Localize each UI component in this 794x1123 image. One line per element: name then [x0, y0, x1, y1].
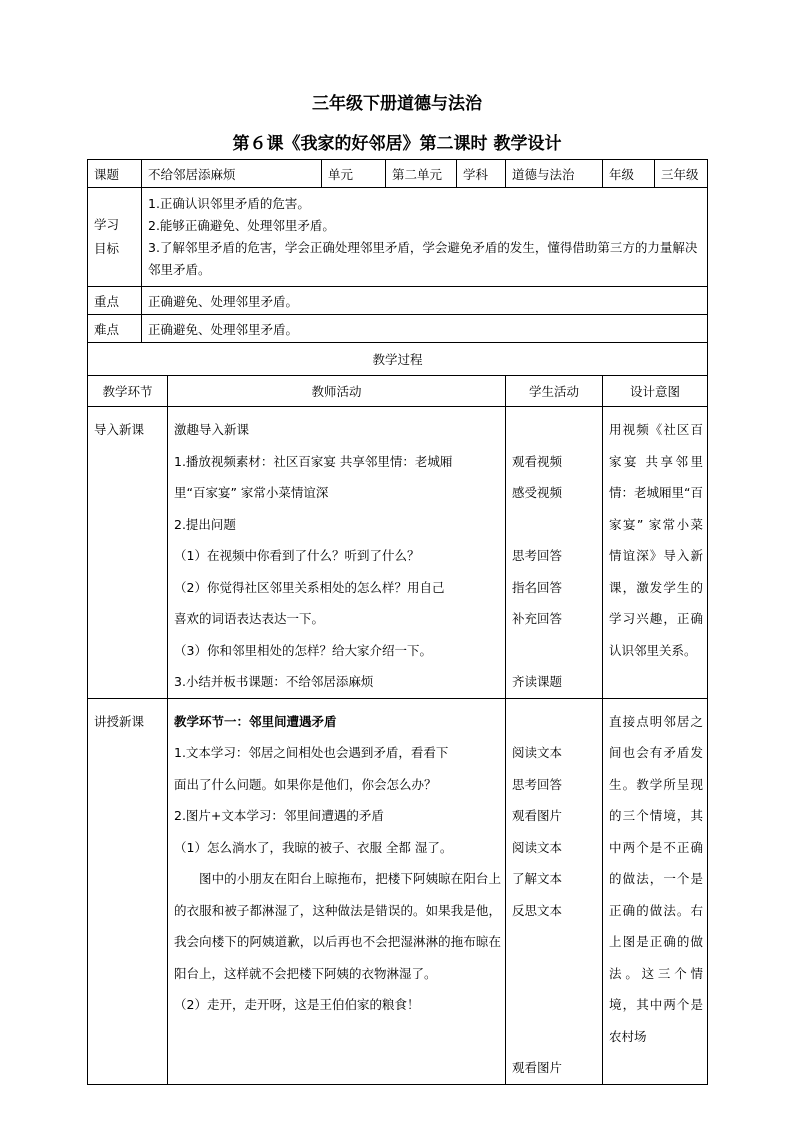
goals-label-line2: 目标 — [94, 241, 120, 256]
process-header-row — [88, 343, 708, 376]
col-teacher-header: 教师活动 — [168, 376, 506, 407]
student-line: 观看图片 — [512, 808, 563, 823]
student-line: 思考回答 — [512, 548, 563, 563]
teacher-line: 喜欢的词语表达表达一下。 — [174, 611, 325, 626]
grade-label: 年级 — [603, 160, 655, 188]
student-line: 了解文本 — [512, 871, 563, 886]
student-line — [512, 989, 596, 1021]
difficult-point-row — [88, 315, 708, 343]
teacher-paragraph: 图中的小朋友在阳台上晾拖布，把楼下阿姨晾在阳台上的衣服和被子都淋湿了，这种做法是错误的。如果我是他，我会向楼下的阿姨道歉，以后再也不会把湿淋淋的拖布晾在阳台上，这样就不会把楼下阿姨的衣物淋湿了。 — [174, 871, 502, 981]
student-line — [512, 635, 596, 667]
unit-value: 第二单元 — [386, 160, 457, 188]
student-line — [512, 958, 596, 990]
key-point-value: 正确避免、处理邻里矛盾。 — [142, 287, 708, 315]
topic-value: 不给邻居添麻烦 — [142, 160, 322, 188]
lesson-title: 第６课《我家的好邻居》第二课时 教学设计 — [232, 134, 562, 154]
teacher-line: （1）在视频中你看到了什么？听到了什么？ — [174, 548, 420, 563]
goals-row — [88, 188, 708, 287]
info-row — [88, 160, 708, 188]
student-line: 反思文本 — [512, 902, 563, 918]
teacher-line: （3）你和邻里相处的怎样？给大家介绍一下。 — [174, 642, 432, 658]
teacher-line: 面出了什么问题。如果你是他们，你会怎么办？ — [174, 776, 437, 792]
section-intro-row — [88, 407, 708, 699]
section1-stage: 导入新课 — [88, 407, 168, 699]
student-line: 感受视频 — [512, 485, 563, 500]
goal-item: 1.正确认识邻里矛盾的危害。 — [148, 196, 310, 211]
subject-value: 道德与法治 — [506, 160, 603, 188]
key-point-row — [88, 287, 708, 315]
section1-student — [506, 407, 603, 699]
student-line: 观看图片 — [512, 1060, 563, 1075]
col-stage-header: 教学环节 — [88, 376, 168, 407]
key-point-label: 重点 — [88, 287, 142, 315]
process-header: 教学过程 — [88, 343, 708, 376]
section-teach-row — [88, 698, 708, 1084]
goal-item: 3.了解邻里矛盾的危害，学会正确处理邻里矛盾，学会避免矛盾的发生，懂得借助第三方的力量解决邻里矛盾。 — [148, 240, 698, 277]
topic-label: 课题 — [88, 160, 142, 188]
lesson-plan-table — [87, 159, 708, 1085]
student-line: 阅读文本 — [512, 839, 563, 855]
unit-label: 单元 — [322, 160, 386, 188]
student-line — [512, 706, 596, 738]
document-title: 三年级下册道德与法治 — [312, 94, 482, 114]
subject-label: 学科 — [457, 160, 506, 188]
student-line: 思考回答 — [512, 776, 563, 792]
student-line — [512, 926, 596, 958]
student-line: 齐读课题 — [512, 674, 563, 689]
teacher-heading: 教学环节一：邻里间遭遇矛盾 — [174, 713, 337, 729]
teacher-line: 2.图片+文本学习：邻里间遭遇的矛盾 — [174, 808, 384, 823]
process-columns-row — [88, 376, 708, 407]
teacher-line: 里“百家宴” 家常小菜情谊深 — [174, 485, 329, 500]
section1-intent: 用视频《社区百家宴 共享邻里情：老城厢里“百家宴” 家常小菜情谊深》导入新课，激发学生的学习兴趣，正确认识邻里关系。 — [603, 407, 708, 699]
student-line: 指名回答 — [512, 579, 563, 595]
teacher-line: （2）你觉得社区邻里关系相处的怎么样？用自己 — [174, 579, 445, 595]
student-line — [512, 414, 596, 446]
difficult-point-label: 难点 — [88, 315, 142, 343]
section1-teacher — [168, 407, 506, 699]
col-student-header: 学生活动 — [506, 376, 603, 407]
student-line: 补充回答 — [512, 611, 563, 626]
student-line: 观看视频 — [512, 453, 563, 469]
goals-label — [88, 188, 142, 287]
col-intent-header: 设计意图 — [603, 376, 708, 407]
teacher-line: 1.播放视频素材：社区百家宴 共享邻里情：老城厢 — [174, 453, 453, 469]
goals-content — [142, 188, 708, 287]
goal-item: 2.能够正确避免、处理邻里矛盾。 — [148, 218, 335, 233]
teacher-line: 2.提出问题 — [174, 516, 236, 532]
section2-teacher — [168, 698, 506, 1084]
teacher-line: （1）怎么淌水了，我晾的被子、衣服 全都 湿了。 — [174, 839, 453, 855]
section2-stage: 讲授新课 — [88, 698, 168, 1084]
goals-label-line1: 学习 — [94, 217, 120, 232]
teacher-line: （2）走开，走开呀，这是王伯伯家的粮食！ — [174, 997, 420, 1012]
student-line — [512, 509, 596, 541]
grade-value: 三年级 — [655, 160, 708, 188]
student-line: 阅读文本 — [512, 745, 563, 760]
section2-intent: 直接点明邻居之间也会有矛盾发生。教学所呈现的三个情境，其中两个是不正确的做法，一个是正确的做法。右上图是正确的做法。这三个情境，其中两个是农村场 — [603, 698, 708, 1084]
difficult-point-value: 正确避免、处理邻里矛盾。 — [142, 315, 708, 343]
student-line — [512, 1021, 596, 1053]
teacher-line: 1.文本学习：邻居之间相处也会遇到矛盾，看看下 — [174, 745, 449, 760]
section2-student — [506, 698, 603, 1084]
teacher-line: 激趣导入新课 — [174, 422, 250, 437]
teacher-line: 3.小结并板书课题：不给邻居添麻烦 — [174, 674, 374, 689]
